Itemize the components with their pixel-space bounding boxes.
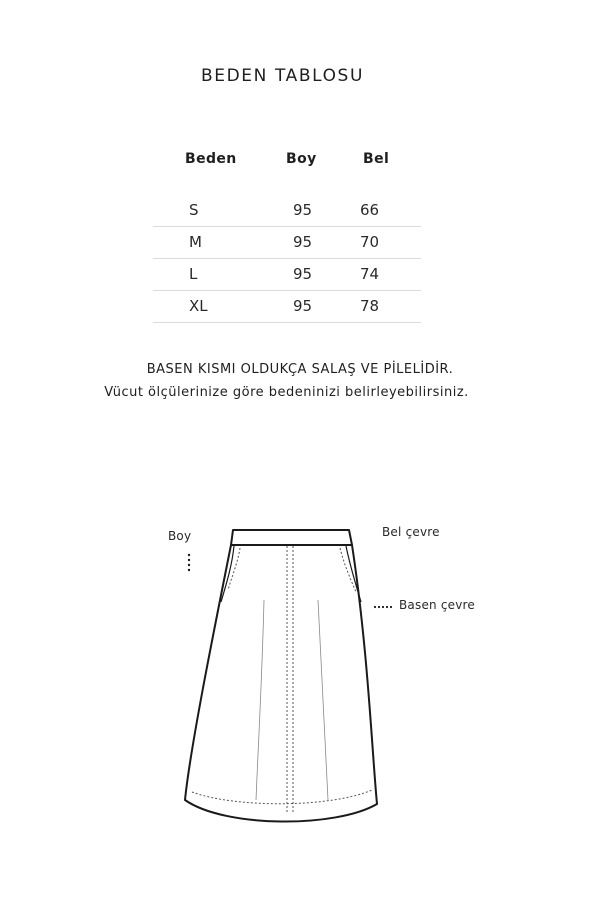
cell-beden: L — [189, 265, 198, 283]
table-header-beden: Beden — [185, 151, 237, 167]
cell-boy: 95 — [293, 201, 313, 219]
boy-marker — [188, 554, 190, 556]
hem-stitch — [192, 790, 372, 804]
fit-note: BASEN KISMI OLDUKÇA SALAŞ VE PİLELİDİR. — [146, 362, 454, 377]
cell-boy: 95 — [293, 233, 313, 251]
table-header-bel: Bel — [363, 151, 390, 167]
cell-boy: 95 — [293, 265, 313, 283]
bel-cevre-label: Bel çevre — [382, 525, 440, 539]
cell-bel: 66 — [360, 201, 380, 219]
cell-beden: M — [189, 233, 202, 251]
skirt-outline — [185, 545, 377, 822]
waistband-outline — [231, 530, 352, 545]
cell-boy: 95 — [293, 297, 313, 315]
cell-bel: 74 — [360, 265, 380, 283]
cell-bel: 78 — [360, 297, 380, 315]
table-header-boy: Boy — [286, 151, 317, 167]
boy-label: Boy — [168, 529, 192, 543]
basen-cevre-label: Basen çevre — [399, 598, 475, 612]
basen-marker — [374, 606, 376, 608]
cell-beden: XL — [189, 297, 208, 315]
cell-beden: S — [189, 201, 199, 219]
cell-bel: 70 — [360, 233, 380, 251]
size-advice-note: Vücut ölçülerinize göre bedeninizi belirleyebilirsiniz. — [104, 385, 469, 400]
page-title: BEDEN TABLOSU — [201, 66, 364, 86]
